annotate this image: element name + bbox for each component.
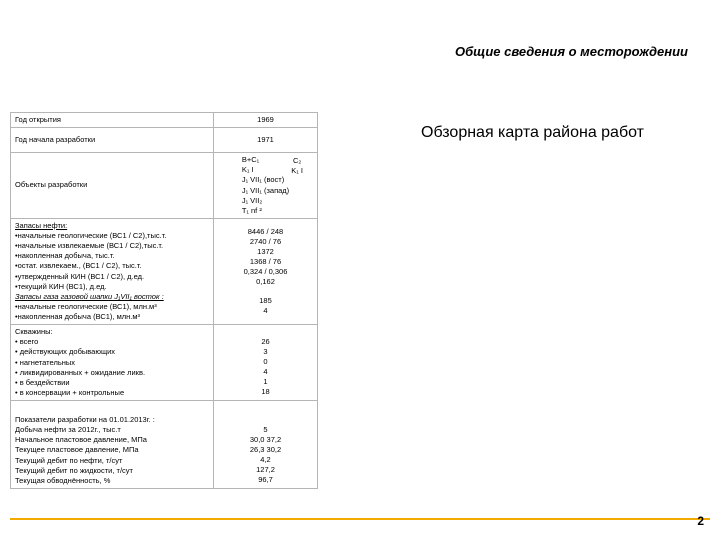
objects-left-list — [242, 155, 289, 216]
reserves-value-3: 1368 / 76 — [249, 256, 282, 266]
indicators-label-3: Текущий дебит по нефти, т/сут — [15, 455, 123, 465]
indicators-value-0: 5 — [263, 424, 268, 434]
objects-right-0: C₂ — [292, 156, 302, 166]
wells-label-0: • всего — [15, 337, 39, 347]
reserves-value-4: 0,324 / 0,306 — [243, 267, 288, 276]
gas-label-0: •начальные геологические (ВС1), млн.м³ — [15, 301, 157, 311]
wells-label-3: • ликвидированных + ожидание ликв. — [15, 367, 146, 377]
reserves-labels — [11, 218, 214, 324]
reserves-label-3: •остат. извлекаем., (ВС1 / С2), тыс.т. — [15, 261, 142, 271]
gas-reserves-title: Запасы газа газовой шапки J₁VII₁ восток : — [15, 291, 164, 301]
reserves-values — [214, 218, 318, 324]
indicators-value-1: 30,0 37,2 — [249, 434, 282, 444]
wells-value-2: 0 — [263, 356, 268, 366]
reserves-value-5: 0,162 — [256, 277, 275, 287]
indicators-spacer — [218, 416, 313, 425]
indicators-labels — [11, 401, 214, 489]
reserves-value-0: 8446 / 248 — [247, 226, 284, 236]
wells-label-2: • нагнетательных — [15, 357, 76, 367]
wells-value-1: 3 — [263, 346, 268, 356]
map-title: Обзорная карта района работ — [421, 124, 644, 141]
page-number: 2 — [697, 514, 704, 528]
table-row-wells — [11, 325, 318, 401]
table-row-year-opened — [11, 113, 318, 128]
reserves-label-4: •утвержденный КИН (ВС1 / С2), д.ед. — [15, 271, 145, 281]
wells-values — [214, 325, 318, 401]
table-row-indicators — [11, 401, 318, 489]
gas-label-1: •накопленная добыча (ВС1), млн.м³ — [15, 312, 140, 321]
wells-label-5: • в консервации + контрольные — [15, 387, 125, 397]
wells-spacer — [218, 328, 313, 337]
indicators-value-5: 96,7 — [258, 475, 273, 485]
wells-value-5: 18 — [261, 387, 270, 397]
indicators-label-0: Добыча нефти за 2012г., тыс.т — [15, 425, 121, 435]
wells-labels — [11, 325, 214, 401]
indicators-label-5: Текущая обводнённость, % — [15, 475, 111, 485]
reserves-label-5: •текущий КИН (ВС1), д.ед. — [15, 281, 107, 291]
indicators-title: Показатели разработки на 01.01.2013г. : — [15, 415, 155, 424]
wells-label-4: • в бездействии — [15, 377, 70, 387]
indicators-value-3: 4,2 — [260, 454, 271, 464]
indicators-label-1: Начальное пластовое давление, МПа — [15, 435, 147, 445]
indicators-label-4: Текущий дебит по жидкости, т/сут — [15, 465, 133, 475]
wells-title: Скважины: — [15, 327, 53, 337]
reserves-title: Запасы нефти: — [15, 220, 68, 230]
objects-left-1: K₁ I — [241, 165, 254, 175]
page-title: Общие сведения о месторождении — [455, 44, 688, 59]
objects-left-4: J₁ VII₂ — [241, 195, 263, 205]
indicators-value-4: 127,2 — [256, 465, 275, 475]
gas-value-0: 185 — [259, 296, 272, 306]
table-row-reserves — [11, 218, 318, 324]
indicators-values — [214, 401, 318, 489]
gas-value-1: 4 — [263, 306, 268, 316]
objects-label: Объекты разработки — [11, 153, 214, 219]
wells-label-1: • действующих добывающих — [15, 347, 116, 357]
wells-value-4: 1 — [263, 377, 268, 387]
footer-divider — [10, 518, 710, 520]
table-row-objects — [11, 153, 318, 219]
year-opened-label: Год открытия — [11, 113, 214, 128]
year-dev-label: Год начала разработки — [11, 128, 214, 153]
wells-value-3: 4 — [263, 367, 268, 377]
objects-left-5: T₁ nf ² — [241, 205, 262, 215]
year-opened-value: 1969 — [214, 113, 318, 128]
objects-left-0: В+С₁ — [241, 155, 260, 165]
objects-value — [214, 153, 318, 219]
objects-right-1: K₁ I — [291, 166, 303, 176]
reserves-value-2: 1372 — [257, 246, 274, 256]
indicators-label-2: Текущее пластовое давление, МПа — [15, 445, 139, 455]
reserves-label-2: •накопленная добыча, тыс.т. — [15, 251, 115, 261]
objects-left-2: J₁ VII₁ (вост) — [241, 175, 285, 185]
reserves-spacer — [218, 287, 313, 296]
objects-left-3: J₁ VII₁ (запад) — [241, 185, 290, 195]
wells-value-0: 26 — [261, 336, 270, 346]
field-info-table — [10, 112, 318, 489]
indicators-value-2: 26,3 30,2 — [249, 444, 282, 454]
table-row-year-dev — [11, 128, 318, 153]
reserves-label-0: •начальные геологические (ВС1 / С2),тыс.т. — [15, 231, 167, 240]
year-dev-value: 1971 — [214, 128, 318, 153]
reserves-label-1: •начальные извлекаемые (ВС1 / С2),тыс.т. — [15, 241, 164, 251]
reserves-value-1: 2740 / 76 — [249, 236, 282, 246]
objects-right-list — [291, 156, 303, 176]
